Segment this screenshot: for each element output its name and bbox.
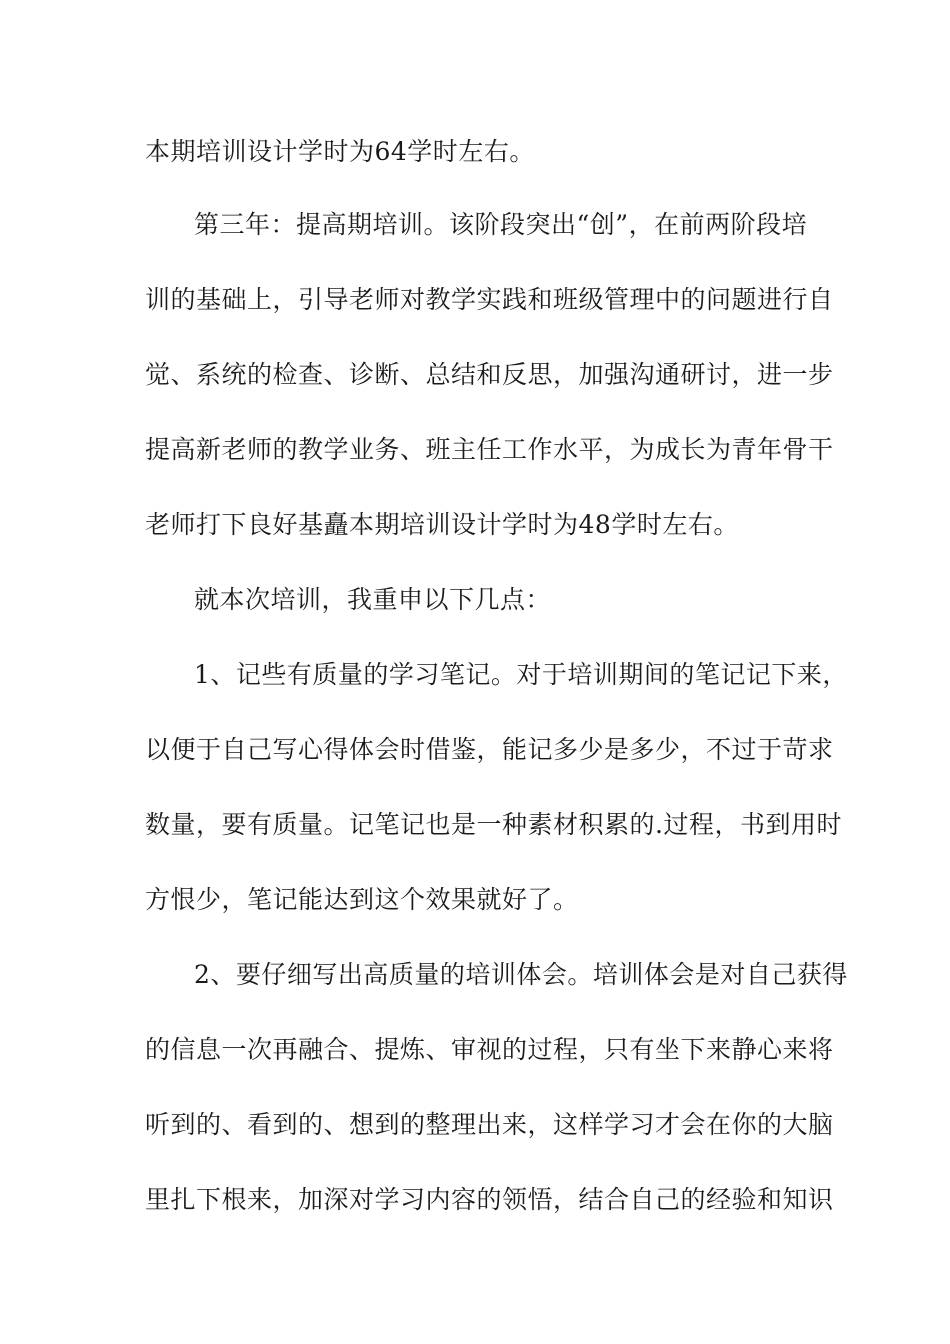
text-line: 就本次培训，我重申以下几点：: [194, 585, 552, 614]
text-line: 以便于自己写心得体会时借鉴，能记多少是多少，不过于苛求: [145, 735, 834, 764]
text-line: 里扎下根来，加深对学习内容的领悟，结合自己的经验和知识: [145, 1185, 834, 1214]
text-line: 老师打下良好基矗本期培训设计学时为48学时左右。: [145, 510, 739, 539]
text-line: 1、记些有质量的学习笔记。对于培训期间的笔记记下来，: [194, 660, 848, 689]
text-line: 的信息一次再融合、提炼、审视的过程，只有坐下来静心来将: [145, 1035, 834, 1064]
text-line: 提高新老师的教学业务、班主任工作水平，为成长为青年骨干: [145, 435, 834, 464]
text-line: 训的基础上，引导老师对教学实践和班级管理中的问题进行自: [145, 285, 834, 314]
text-line: 第三年：提高期培训。该阶段突出“创”，在前两阶段培: [194, 210, 808, 239]
text-line: 2、要仔细写出高质量的培训体会。培训体会是对自己获得: [194, 960, 848, 989]
text-line: 方恨少，笔记能达到这个效果就好了。: [145, 885, 579, 914]
text-line: 觉、系统的检查、诊断、总结和反思，加强沟通研讨，进一步: [145, 360, 834, 389]
text-line: 数量，要有质量。记笔记也是一种素材积累的.过程，书到用时: [145, 810, 842, 839]
text-line: 听到的、看到的、想到的整理出来，这样学习才会在你的大脑: [145, 1110, 834, 1139]
text-line: 本期培训设计学时为64学时左右。: [145, 137, 535, 166]
